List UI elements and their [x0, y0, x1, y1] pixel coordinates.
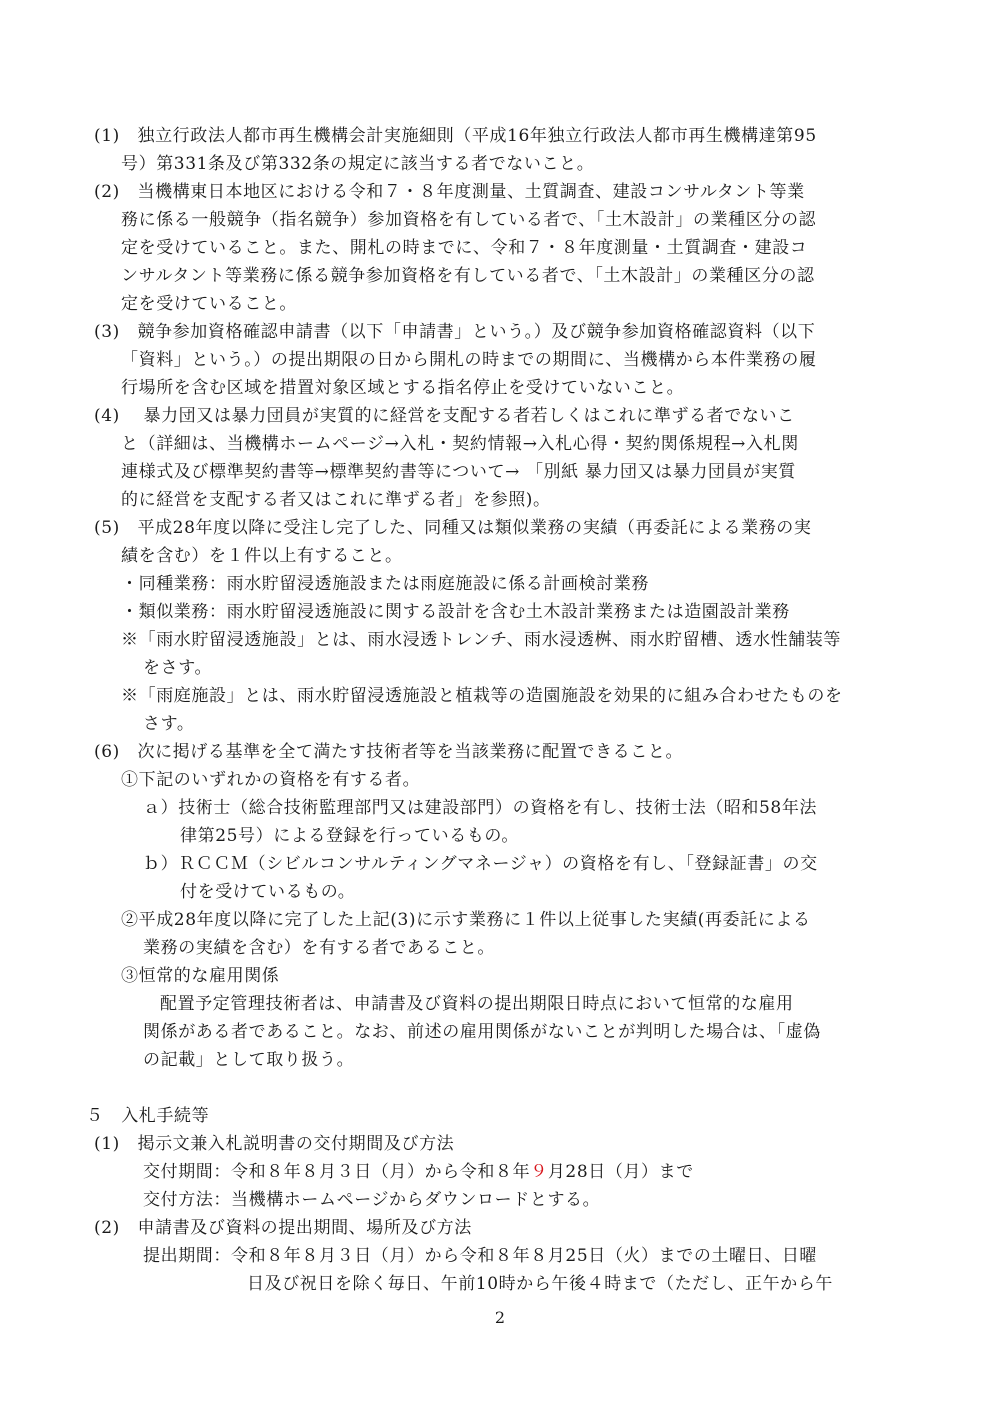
item-6-sub-3-line-3: の記載」として取り扱う。 — [143, 1050, 355, 1070]
same-kind-work: ・同種業務：雨水貯留浸透施設または雨庭施設に係る計画検討業務 — [121, 574, 649, 594]
period-text-a: 交付期間：令和８年８月３日（月）から令和８年 — [143, 1162, 531, 1182]
section-5-2-period-line-1: 提出期間：令和８年８月３日（月）から令和８年８月25日（火）までの土曜日、日曜 — [143, 1246, 818, 1266]
item-6-sub-3-line-2: 関係がある者であること。なお、前述の雇用関係がないことが判明した場合は、「虚偽 — [143, 1022, 821, 1042]
item-4-line-4: 的に経営を支配する者又はこれに準ずる者」を参照)。 — [121, 490, 551, 510]
section-5-1-method: 交付方法：当機構ホームページからダウンロードとする。 — [143, 1190, 601, 1210]
item-3-line-2: 「資料」という。）の提出期限の日から開札の時までの期間に、当機構から本件業務の履 — [121, 350, 817, 370]
item-6-sub-1b-line-1: ｂ）ＲＣＣＭ（シビルコンサルティングマネージャ）の資格を有し、「登録証書」の交 — [143, 854, 818, 874]
item-1-line-1: (1) 独立行政法人都市再生機構会計実施細則（平成16年独立行政法人都市再生機構達第95 — [94, 126, 817, 146]
section-5-1-period — [143, 1160, 694, 1184]
item-6-sub-1a-line-2: 律第25号）による登録を行っているもの。 — [180, 826, 519, 846]
item-5-line-2: 績を含む）を１件以上有すること。 — [121, 546, 403, 566]
item-6-sub-2-line-1: ②平成28年度以降に完了した上記(3)に示す業務に１件以上従事した実績(再委託による — [121, 910, 811, 930]
period-text-b: 月28日（月）まで — [547, 1162, 694, 1182]
note-1-line-1: ※「雨水貯留浸透施設」とは、雨水浸透トレンチ、雨水浸透桝、雨水貯留槽、透水性舗装等 — [121, 630, 841, 650]
item-3-line-3: 行場所を含む区域を措置対象区域とする指名停止を受けていないこと。 — [121, 378, 685, 398]
item-2-line-3: 定を受けていること。また、開札の時までに、令和７・８年度測量・土質調査・建設コ — [121, 238, 808, 258]
item-4-line-2: と（詳細は、当機構ホームページ→入札・契約情報→入札心得・契約関係規程→入札関 — [121, 434, 799, 454]
item-1-line-2: 号）第331条及び第332条の規定に該当する者でないこと。 — [121, 154, 595, 174]
note-2-line-2: さす。 — [143, 714, 195, 734]
item-6-line-1: (6) 次に掲げる基準を全て満たす技術者等を当該業務に配置できること。 — [94, 742, 684, 762]
item-6-sub-1: ①下記のいずれかの資格を有する者。 — [121, 770, 421, 790]
period-month-highlight: ９ — [530, 1162, 548, 1182]
item-6-sub-1b-line-2: 付を受けているもの。 — [180, 882, 356, 902]
item-3-line-1: (3) 競争参加資格確認申請書（以下「申請書」という。）及び競争参加資格確認資料（以下 — [94, 322, 816, 342]
item-6-sub-3-line-1: 配置予定管理技術者は、申請書及び資料の提出期限日時点において恒常的な雇用 — [160, 994, 794, 1014]
item-2-line-1: (2) 当機構東日本地区における令和７・８年度測量、土質調査、建設コンサルタント等業 — [94, 182, 805, 202]
item-2-line-4: ンサルタント等業務に係る競争参加資格を有している者で、「土木設計」の業種区分の認 — [121, 266, 815, 286]
section-5-2-title: (2) 申請書及び資料の提出期間、場所及び方法 — [94, 1218, 472, 1238]
item-2-line-2: 務に係る一般競争（指名競争）参加資格を有している者で、「土木設計」の業種区分の認 — [121, 210, 817, 230]
item-5-line-1: (5) 平成28年度以降に受注し完了した、同種又は類似業務の実績（再委託による業務の実 — [94, 518, 812, 538]
similar-kind-work: ・類似業務：雨水貯留浸透施設に関する設計を含む土木設計業務または造園設計業務 — [121, 602, 790, 622]
item-6-sub-1a-line-1: ａ）技術士（総合技術監理部門又は建設部門）の資格を有し、技術士法（昭和58年法 — [143, 798, 818, 818]
item-6-sub-2-line-2: 業務の実績を含む）を有する者であること。 — [143, 938, 495, 958]
page-number: 2 — [494, 1308, 506, 1327]
note-2-line-1: ※「雨庭施設」とは、雨水貯留浸透施設と植栽等の造園施設を効果的に組み合わせたものを — [121, 686, 843, 706]
section-5-1-title: (1) 掲示文兼入札説明書の交付期間及び方法 — [94, 1134, 455, 1154]
section-5-2-period-line-2: 日及び祝日を除く毎日、午前10時から午後４時まで（ただし、正午から午 — [247, 1274, 834, 1294]
item-4-line-1: (4) 暴力団又は暴力団員が実質的に経営を支配する者若しくはこれに準ずる者でないこ — [94, 406, 795, 426]
section-5-heading: ５ 入札手続等 — [86, 1106, 210, 1126]
note-1-line-2: をさす。 — [143, 658, 213, 678]
item-6-sub-3: ③恒常的な雇用関係 — [121, 966, 280, 986]
item-4-line-3: 連様式及び標準契約書等→標準契約書等について→ 「別紙 暴力団又は暴力団員が実質 — [121, 462, 796, 482]
item-2-line-5: 定を受けていること。 — [121, 294, 297, 314]
